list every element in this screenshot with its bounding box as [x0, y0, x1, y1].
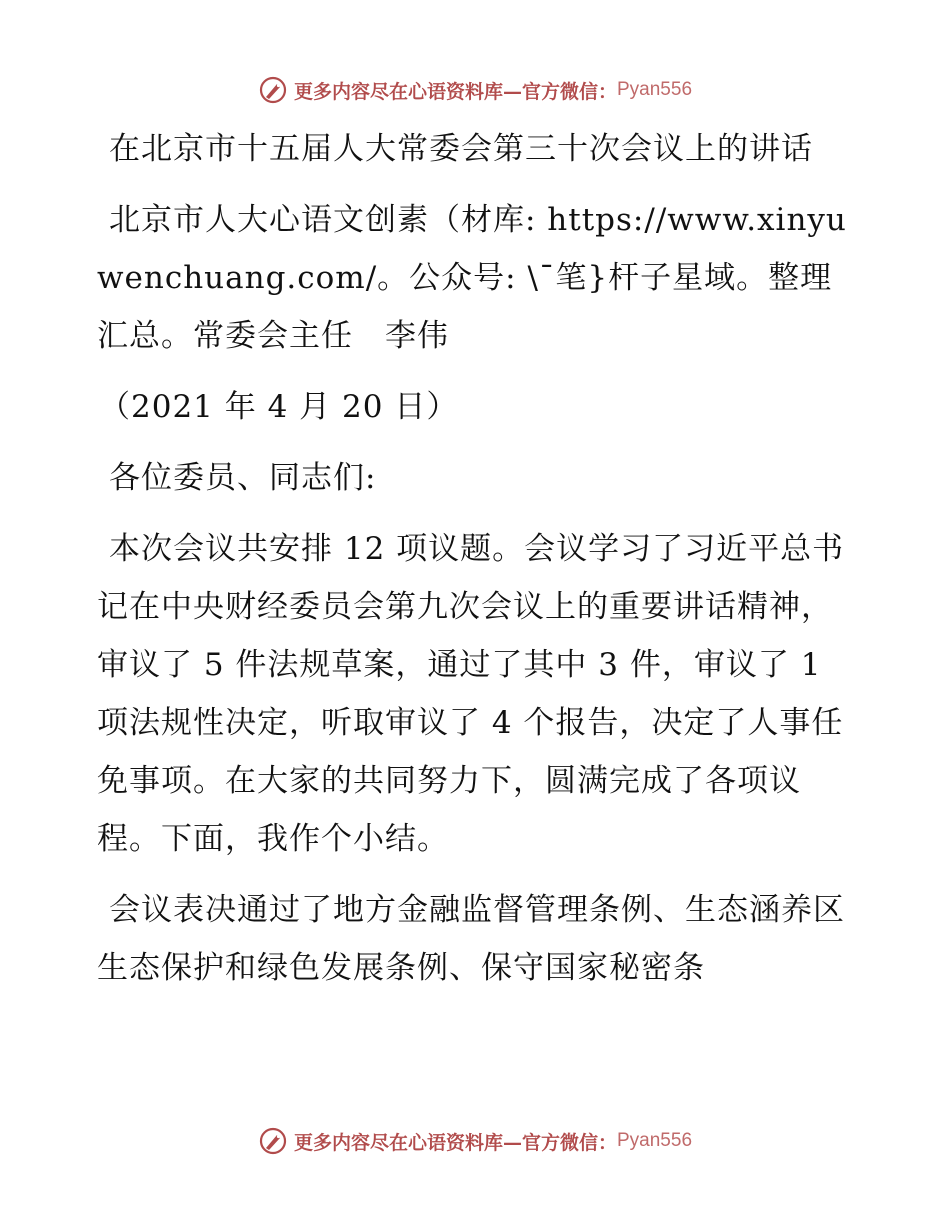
pen-nib-logo-icon — [258, 1126, 288, 1156]
document-paragraph-1: 本次会议共安排 12 项议题。会议学习了习近平总书记在中央财经委员会第九次会议上的重要讲话精神，审议了 5 件法规草案，通过了其中 3 件，审议了 1 项法规性决定，听取审议了 4 个报告，决定了人事任免事项。在大家的共同努力下，圆满完成了各项议程。下面，我作个小结。 — [97, 531, 845, 857]
footer-watermark — [0, 1121, 950, 1161]
document-date: （2021 年 4 月 20 日） — [99, 389, 459, 425]
document-byline: 北京市人大心语文创素（材库: https://www.xinyuwenchuang.com/。公众号: \¯笔}杆子星域。整理汇总。常委会主任 李伟 — [97, 202, 847, 354]
pen-nib-logo-icon — [258, 75, 288, 105]
header-watermark-text: 更多内容尽在心语资料库—官方微信： — [293, 80, 617, 103]
document-body — [97, 120, 857, 1010]
document-title: 在北京市十五届人大常委会第三十次会议上的讲话 — [109, 131, 813, 167]
footer-watermark-text: 更多内容尽在心语资料库—官方微信： — [293, 1131, 617, 1154]
header-watermark-id: Pyan556 — [617, 79, 693, 100]
header-watermark — [0, 70, 950, 110]
document-paragraph-2: 会议表决通过了地方金融监督管理条例、生态涵养区生态保护和绿色发展条例、保守国家秘密条 — [97, 892, 845, 986]
footer-watermark-id: Pyan556 — [617, 1130, 693, 1151]
document-salutation: 各位委员、同志们: — [109, 460, 377, 496]
